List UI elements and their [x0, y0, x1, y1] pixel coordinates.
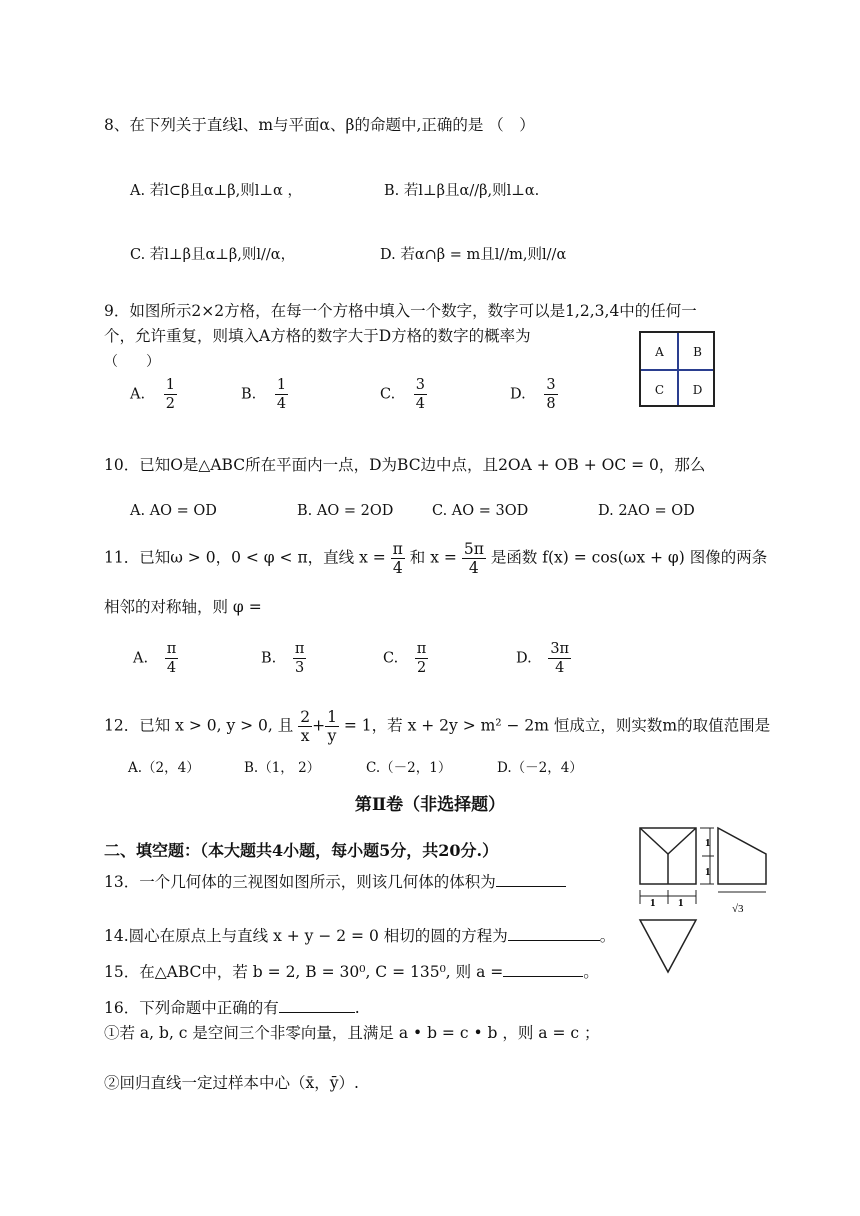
option-label: B. — [241, 386, 257, 403]
grid-cell-a: A — [655, 344, 664, 359]
grid-cell-c: C — [654, 382, 665, 397]
q16-item1: ①若 a, b, c 是空间三个非零向量，且满足 a • b = c • b ，则 a = c ； — [104, 1024, 600, 1042]
three-view-figure — [630, 824, 780, 976]
fraction: $\frac{1}{2}$ — [165, 377, 175, 412]
q10-stem-text: 10．已知O是△ABC所在平面内一点，D为BC边中点，且 — [104, 456, 499, 474]
fraction: $\frac{1}{y}$ — [327, 708, 337, 745]
q8-stem: 8、在下列关于直线l、m与平面α、β的命题中,正确的是 （ ） — [104, 116, 535, 134]
q10-option-b: B. AO = 2OD — [297, 503, 394, 519]
answer-blank[interactable] — [496, 870, 566, 887]
q10-stem — [104, 454, 705, 476]
top-view — [640, 920, 696, 972]
q9-option-b — [241, 376, 288, 413]
fraction: $\frac{\pi}{3}$ — [294, 641, 305, 676]
sqrt3-label: √3 — [732, 903, 744, 915]
q16-item2: ②回归直线一定过样本中心（x̄，ȳ）. — [104, 1074, 359, 1092]
dim-label-1: 1 — [705, 837, 711, 849]
abcd-grid-figure — [639, 331, 715, 407]
q12-option-d: D.（－2，4） — [497, 760, 583, 776]
q9-line2: 个，允许重复，则填入A方格的数字大于D方格的数字的概率为 — [104, 327, 531, 345]
q9-line1: 9．如图所示2×2方格，在每一个方格中填入一个数字，数字可以是1,2,3,4中的任何一 — [104, 302, 697, 320]
q12-stem: 12．已知 x > 0, y > 0, 且 $\frac{2}{x}$ + $\frac{1}{y}$ = 1，若 x + 2y > m² − 2m 恒成立，则实数m的取值范围是 — [104, 708, 771, 745]
q9-paren: （ ） — [104, 354, 160, 370]
section-2-heading: 二、填空题：（本大题共4小题，每小题5分，共20分.） — [104, 841, 499, 860]
dim-label-2: 1 — [705, 866, 711, 878]
q9-option-c — [380, 376, 427, 413]
q10-option-a: A. AO = OD — [130, 503, 217, 519]
q16-stem: 16．下列命题中正确的有 . — [104, 996, 360, 1019]
option-label: C. — [380, 386, 396, 403]
q8-option-b: B. 若l⊥β且α//β,则l⊥α. — [384, 183, 540, 199]
fraction: $\frac{\pi}{4}$ — [166, 641, 177, 676]
q11-stem: 11．已知ω > 0，0 < φ < π，直线 x = $\frac{\pi}{4}$ 和 x = $\frac{5\pi}{4}$ 是函数 f(x) = cos(ωx + φ) 图像的两条 — [104, 540, 768, 577]
q11-option-c: C. $\frac{\pi}{2}$ — [383, 641, 427, 676]
fraction: $\frac{3}{4}$ — [415, 377, 426, 412]
answer-blank[interactable] — [508, 924, 600, 941]
q10-equation: 2OA + OB + OC = 0，那么 — [498, 456, 706, 474]
dim-label-3: 1 — [650, 897, 656, 909]
part-2-title: 第Ⅱ卷（非选择题） — [354, 795, 506, 815]
grid-cell-b: B — [693, 344, 702, 359]
dimension-marks — [640, 828, 714, 904]
q10-option-d: D. 2AO = OD — [598, 503, 695, 519]
q9-option-d — [510, 376, 558, 413]
grid-cell-d: D — [692, 382, 703, 397]
fraction: $\frac{\pi}{4}$ — [392, 540, 403, 577]
q13: 13．一个几何体的三视图如图所示，则该几何体的体积为 — [104, 870, 566, 893]
q12-option-a: A.（2，4） — [128, 760, 200, 776]
option-label: A. — [130, 386, 146, 403]
fraction: $\frac{\pi}{2}$ — [416, 641, 427, 676]
q14: 14.圆心在原点上与直线 x + y − 2 = 0 相切的圆的方程为 。 — [104, 924, 615, 947]
q9-option-a — [130, 376, 177, 413]
front-view — [640, 828, 696, 884]
answer-blank[interactable] — [503, 960, 583, 977]
q11-line2: 相邻的对称轴，则 φ = — [104, 598, 262, 616]
answer-blank[interactable] — [279, 996, 355, 1013]
option-label: D. — [510, 386, 526, 403]
fraction: $\frac{3\pi}{4}$ — [550, 641, 570, 676]
fraction: $\frac{3}{8}$ — [546, 377, 556, 412]
q11-option-a: A. $\frac{\pi}{4}$ — [133, 641, 177, 676]
side-view — [718, 828, 766, 884]
q8-option-d: D. 若α∩β = m且l//m,则l//α — [380, 247, 567, 263]
q12-option-b: B.（1， 2） — [244, 760, 321, 776]
fraction: $\frac{2}{x}$ — [300, 708, 311, 745]
q12-option-c: C.（－2，1） — [366, 760, 452, 776]
q8-option-c: C. 若l⊥β且α⊥β,则l//α， — [130, 247, 296, 263]
q11-option-d: D. $\frac{3\pi}{4}$ — [516, 641, 570, 676]
fraction: $\frac{5\pi}{4}$ — [463, 540, 484, 577]
dim-label-4: 1 — [678, 897, 684, 909]
q15: 15．在△ABC中，若 b = 2, B = 30⁰, C = 135⁰, 则 a = 。 — [104, 960, 599, 983]
q10-option-c: C. AO = 3OD — [432, 503, 529, 519]
fraction: $\frac{1}{4}$ — [276, 377, 287, 412]
q11-option-b: B. $\frac{\pi}{3}$ — [261, 641, 305, 676]
q8-option-a: A. 若l⊂β且α⊥β,则l⊥α ， — [130, 183, 302, 199]
